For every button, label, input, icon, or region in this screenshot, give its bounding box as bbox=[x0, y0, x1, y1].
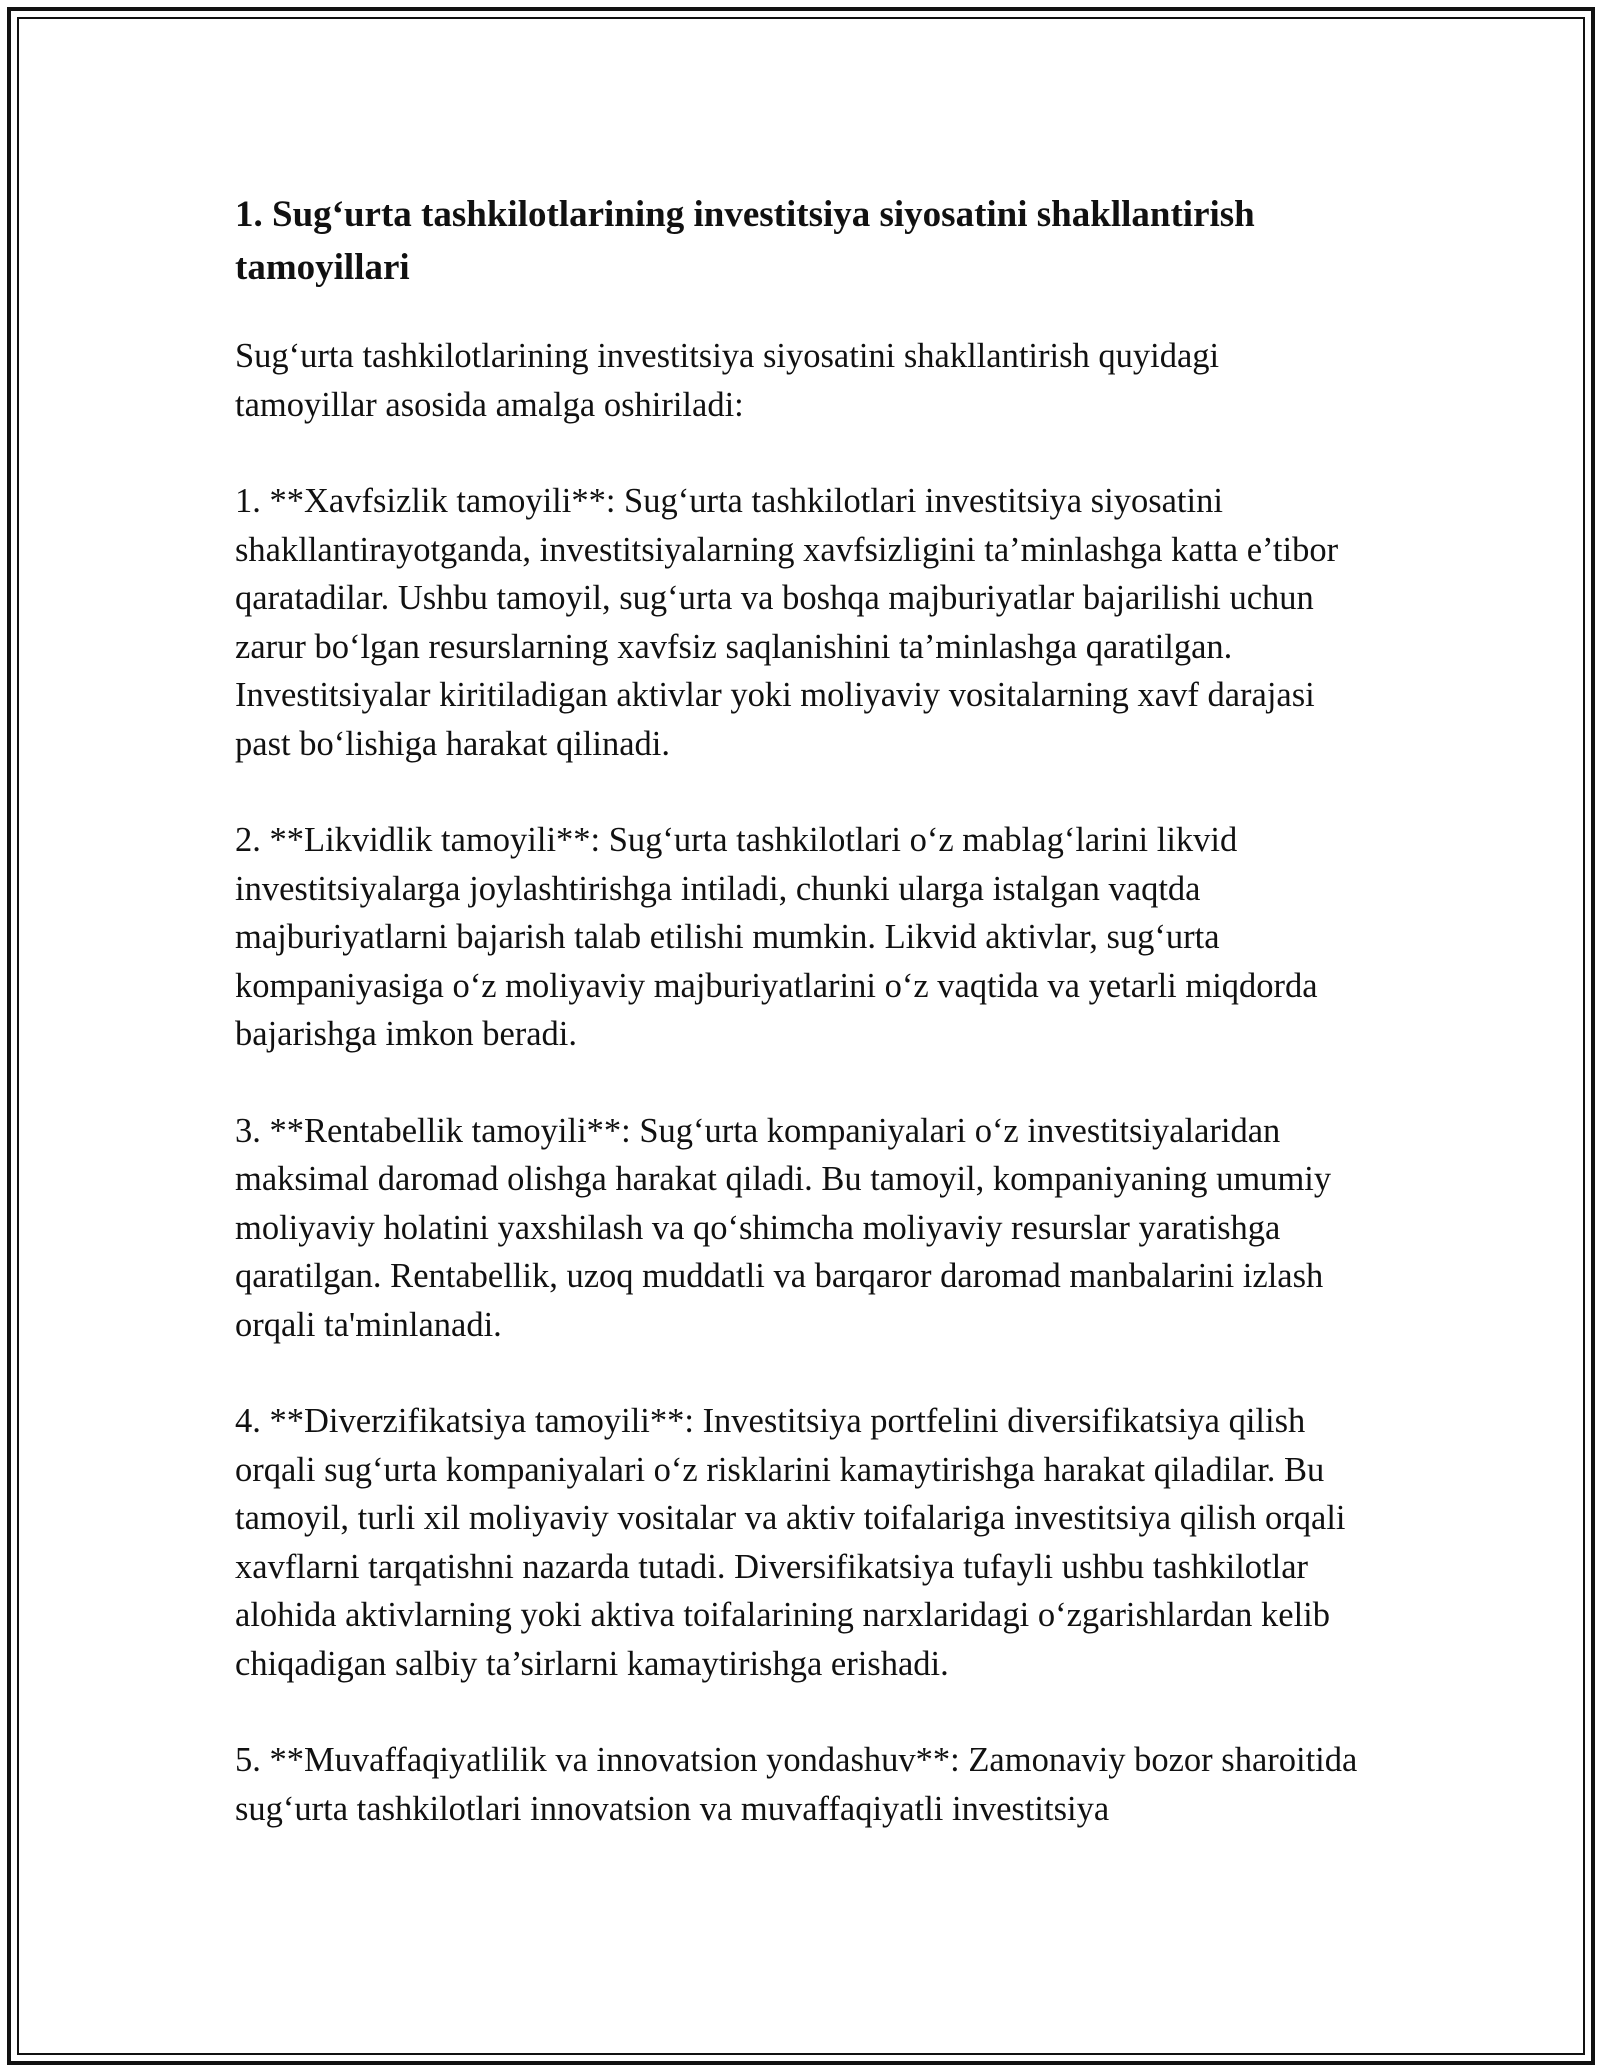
paragraph-rentabellik: 3. **Rentabellik tamoyili**: Sug‘urta kompaniyalari o‘z investitsiyalaridan maksimal daromad olishga harakat qiladi. Bu tamoyil, kompaniyaning umumiy moliyaviy holatini yaxshilash va qo‘shimcha moliyaviy resurslar yaratishga qaratilgan. Rentabellik, uzoq muddatli va barqaror daromad manbalarini izlash orqali ta'minlanadi. bbox=[235, 1111, 1332, 1344]
paragraph-diverzifikatsiya: 4. **Diverzifikatsiya tamoyili**: Investitsiya portfelini diversifikatsiya qilish orqali sug‘urta kompaniyalari o‘z risklarini kamaytirishga harakat qiladilar. Bu tamoyil, turli xil moliyaviy vositalar va aktiv toifalariga investitsiya qilish orqali xavflarni tarqatishni nazarda tutadi. Diversifikatsiya tufayli ushbu tashkilotlar alohida aktivlarning yoki aktiva toifalarining narxlaridagi o‘zgarishlardan kelib chiqadigan salbiy ta’sirlarni kamaytirishga erishadi. bbox=[235, 1402, 1346, 1683]
paragraph-muvaffaqiyatlilik: 5. **Muvaffaqiyatlilik va innovatsion yondashuv**: Zamonaviy bozor sharoitida sug‘urta tashkilotlari innovatsion va muvaffaqiyatli investitsiya bbox=[235, 1741, 1358, 1828]
intro-paragraph: Sug‘urta tashkilotlarining investitsiya siyosatini shakllantirish quyidagi tamoyillar asosida amalga oshiriladi: bbox=[235, 337, 1220, 424]
section-heading: 1. Sug‘urta tashkilotlarining investitsiya siyosatini shakllantirish tamoyillari bbox=[235, 194, 1255, 288]
document-body bbox=[235, 188, 1365, 1881]
paragraph-xavfsizlik: 1. **Xavfsizlik tamoyili**: Sug‘urta tashkilotlari investitsiya siyosatini shakllantirayotganda, investitsiyalarning xavfsizligini ta’minlashga katta e’tibor qaratadilar. Ushbu tamoyil, sug‘urta va boshqa majburiyatlar bajarilishi uchun zarur bo‘lgan resurslarning xavfsiz saqlanishini ta’minlashga qaratilgan. Investitsiyalar kiritiladigan aktivlar yoki moliyaviy vositalarning xavf darajasi past bo‘lishiga harakat qilinadi. bbox=[235, 482, 1339, 763]
paragraph-likvidlik: 2. **Likvidlik tamoyili**: Sug‘urta tashkilotlari o‘z mablag‘larini likvid investitsiyalarga joylashtirishga intiladi, chunki ularga istalgan vaqtda majburiyatlarni bajarish talab etilishi mumkin. Likvid aktivlar, sug‘urta kompaniyasiga o‘z moliyaviy majburiyatlarini o‘z vaqtida va yetarli miqdorda bajarishga imkon beradi. bbox=[235, 821, 1318, 1053]
